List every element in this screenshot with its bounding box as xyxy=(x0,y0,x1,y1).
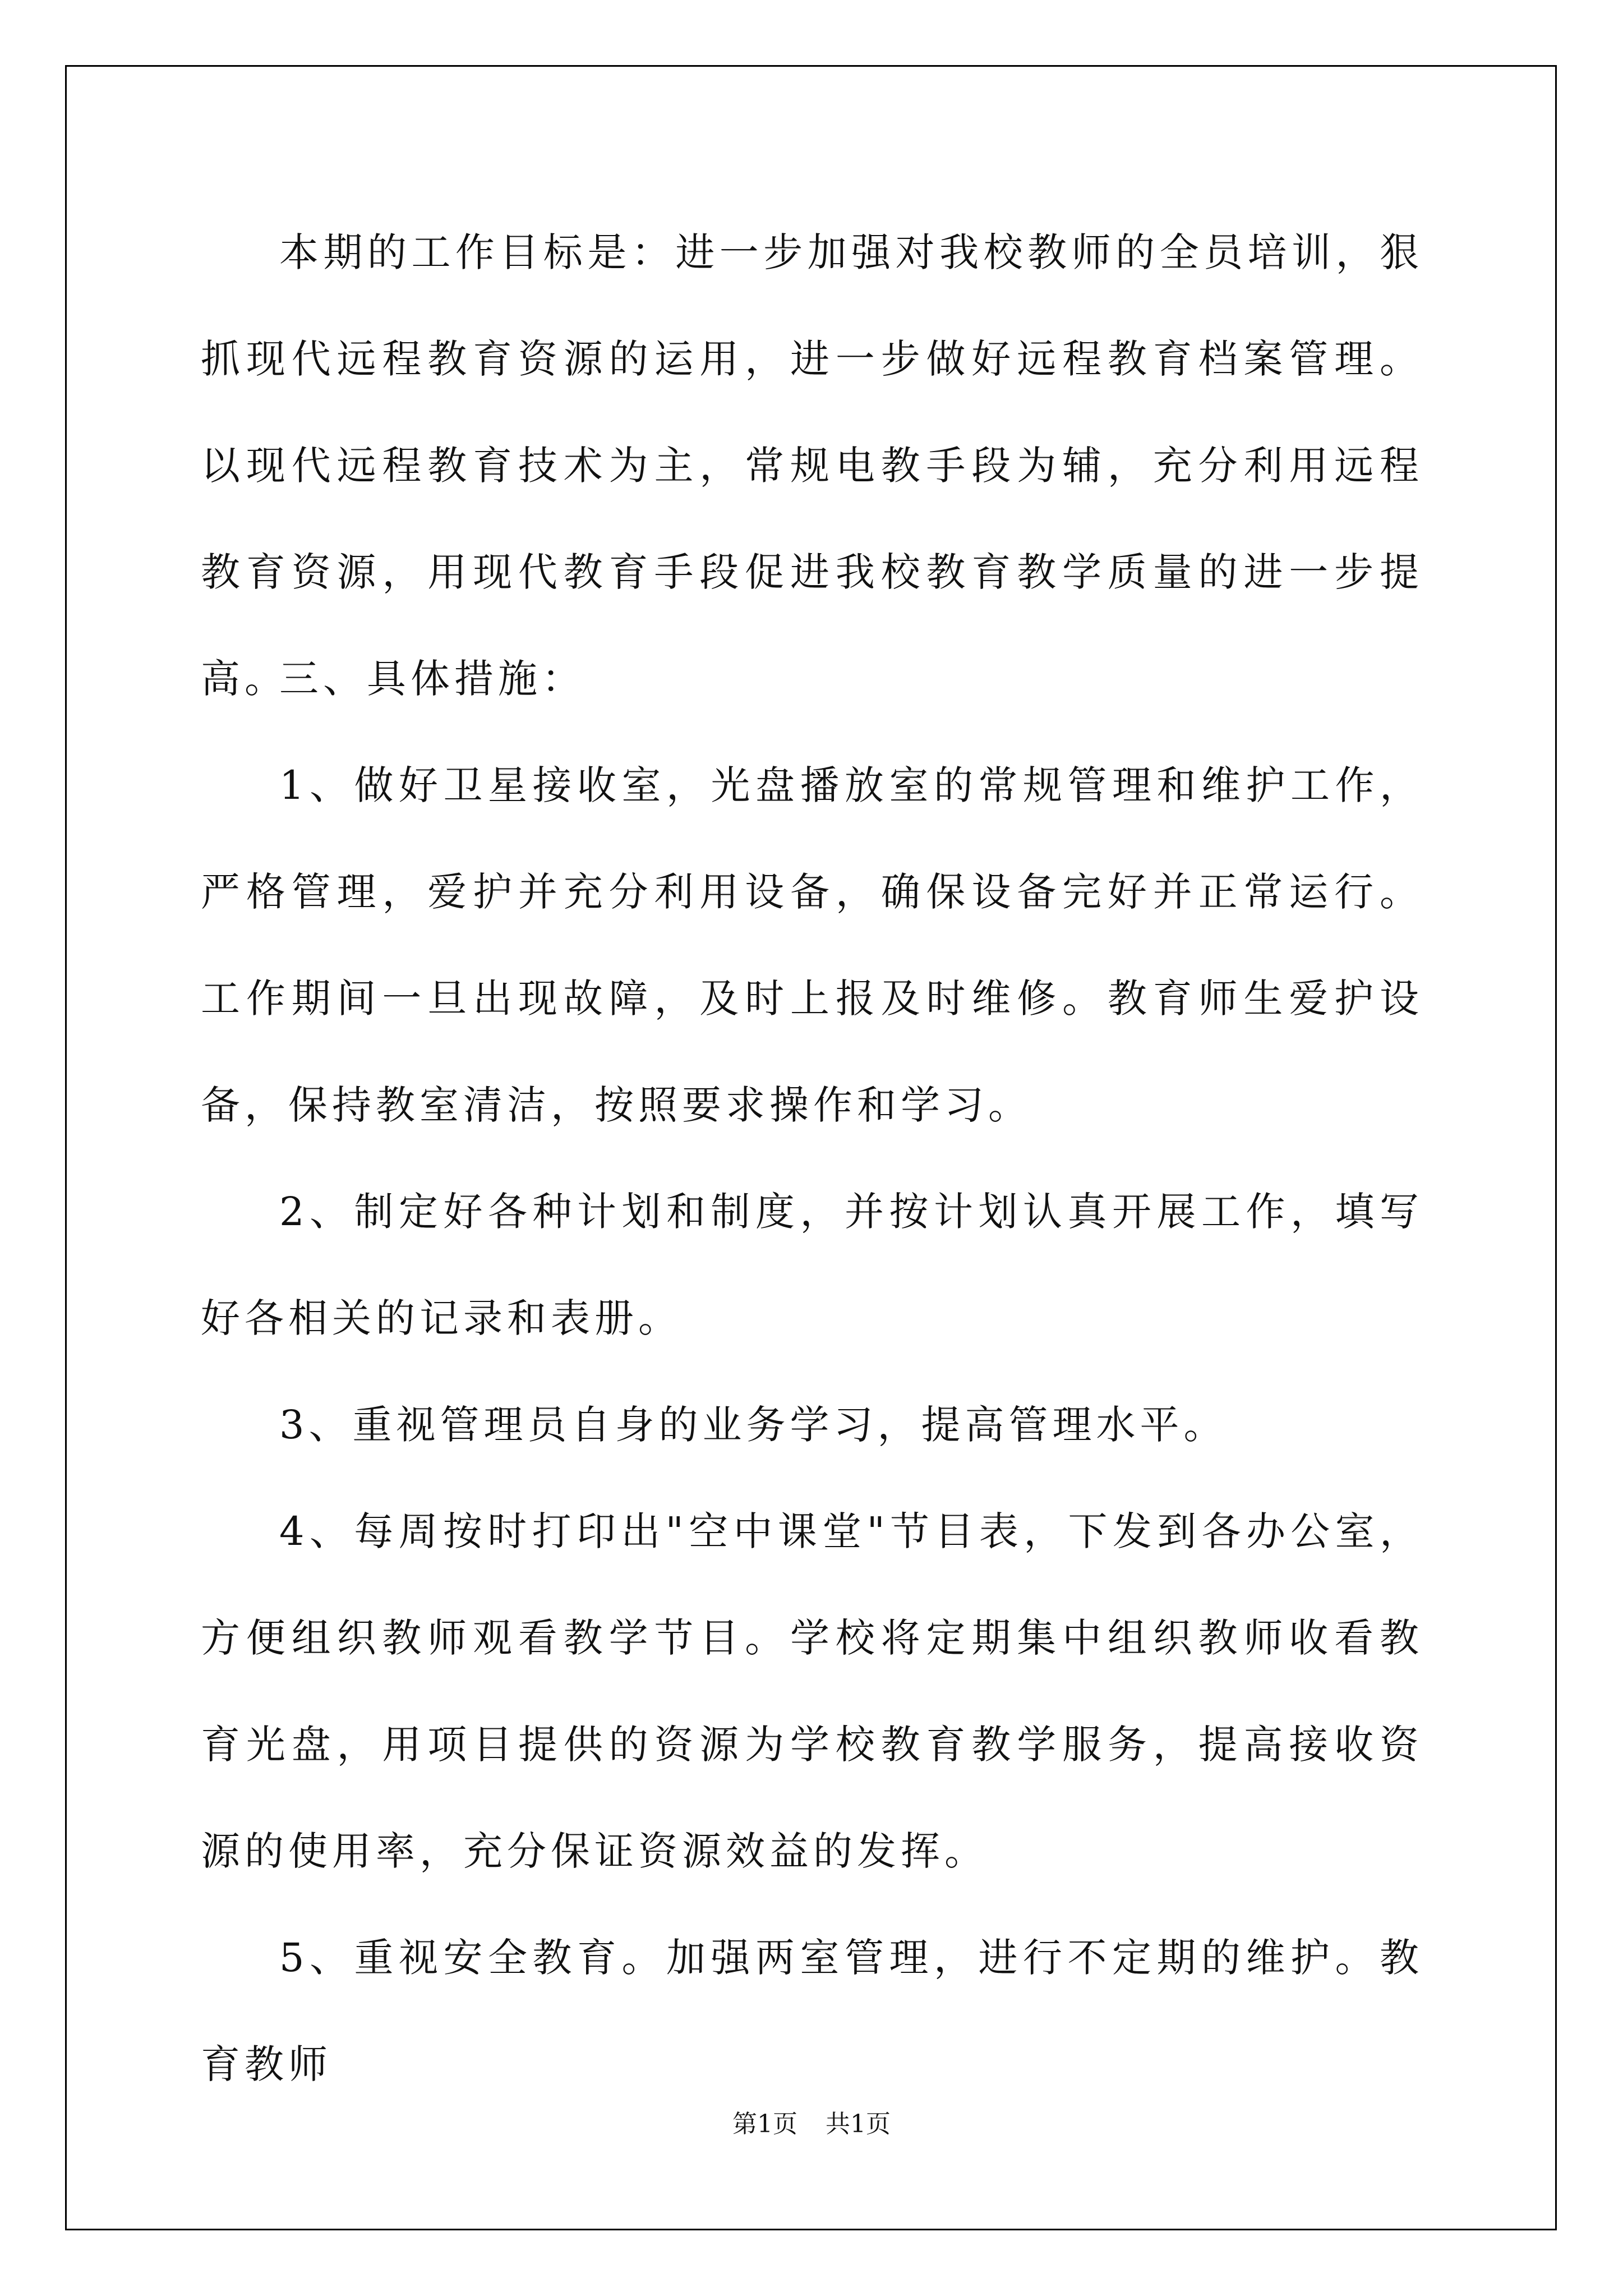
page-number-total: 共1页 xyxy=(826,2110,891,2138)
paragraph-measure-1: 1、做好卫星接收室，光盘播放室的常规管理和维护工作，严格管理，爱护并充分利用设备，确保设备完好并正常运行。工作期间一旦出现故障，及时上报及时维修。教育师生爱护设备，保持教室清洁，按照要求操作和学习。 xyxy=(201,762,1423,1128)
page-footer xyxy=(0,2104,1623,2139)
section-heading-measures: 三、具体措施： xyxy=(279,656,585,702)
paragraph-measure-5: 5、重视安全教育。加强两室管理，进行不定期的维护。教育教师 xyxy=(201,1935,1423,2087)
paragraph-measure-3: 3、重视管理员自身的业务学习，提高管理水平。 xyxy=(279,1402,1228,1448)
paragraph-measure-2: 2、制定好各种计划和制度，并按计划认真开展工作，填写好各相关的记录和表册。 xyxy=(201,1189,1423,1341)
paragraph-goals: 本期的工作目标是：进一步加强对我校教师的全员培训，狠抓现代远程教育资源的运用，进一步做好远程教育档案管理。以现代远程教育技术为主，常规电教手段为辅，充分利用远程教育资源，用现代教育手段促进我校教育教学质量的进一步提高。 xyxy=(201,229,1423,702)
paragraph-measure-4: 4、每周按时打印出"空中课堂"节目表，下发到各办公室，方便组织教师观看教学节目。学校将定期集中组织教师收看教育光盘，用项目提供的资源为学校教育教学服务，提高接收资源的使用率，充分保证资源效益的发挥。 xyxy=(201,1508,1423,1874)
page-number-current: 第1页 xyxy=(732,2110,797,2138)
